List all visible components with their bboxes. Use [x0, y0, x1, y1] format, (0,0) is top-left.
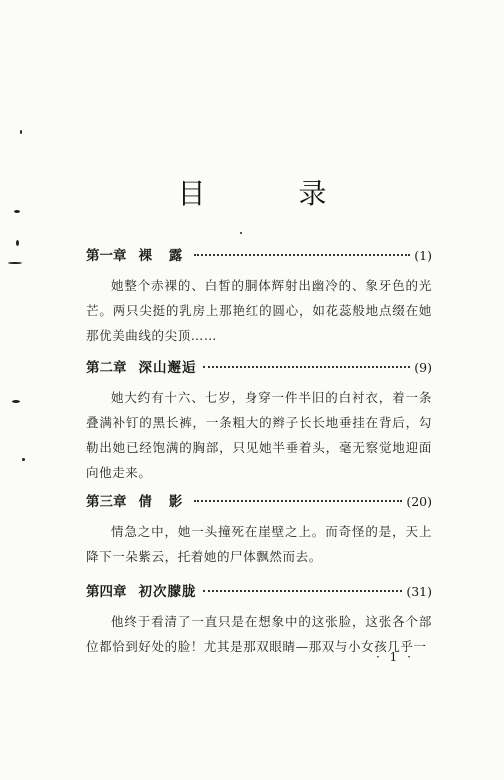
chapter-title: 初次朦胧 — [138, 584, 197, 600]
chapter-number: 第二章 — [86, 360, 127, 376]
chapter-summary: 情急之中，她一头撞死在崖壁之上。而奇怪的是，天上降下一朵紫云，托着她的尸体飘然而去。 — [86, 524, 432, 564]
scan-speck — [240, 232, 242, 234]
page-title: 目 录 — [177, 177, 369, 210]
chapter-page-number: (9) — [414, 360, 432, 375]
scan-speck — [20, 130, 22, 134]
chapter-page-number: (20) — [406, 494, 432, 509]
chapter-summary: 他终于看清了一直只是在想象中的这张脸，这张各个部位都恰到好处的脸！尤其是那双眼睛—那双与小女孩几乎一 — [86, 614, 432, 654]
toc-entry-chapter-1 — [86, 244, 432, 348]
scan-speck — [12, 400, 20, 403]
dot-leader — [194, 499, 402, 502]
dot-leader — [203, 589, 403, 592]
toc-entry-chapter-2 — [86, 356, 432, 485]
page-number-footer: · 1 · — [376, 650, 414, 664]
chapter-page-number: (31) — [406, 584, 432, 599]
toc-entry-heading — [86, 490, 432, 510]
toc-entry-chapter-4 — [86, 580, 432, 659]
toc-entry-chapter-3 — [86, 490, 432, 569]
toc-entry-heading — [86, 356, 432, 376]
chapter-summary: 她整个赤裸的、白皙的胴体辉射出幽冷的、象牙色的光芒。两只尖挺的乳房上那艳红的圆心，如花蕊般地点缀在她那优美曲线的尖顶…… — [86, 278, 432, 343]
scan-speck — [8, 262, 22, 264]
chapter-title: 深山邂逅 — [138, 360, 197, 376]
chapter-summary: 她大约有十六、七岁，身穿一件半旧的白衬衣，着一条叠满补钉的黑长裤，一条粗大的辫子长长地垂挂在背后，勾勒出她已经饱满的胸部，只见她半垂着头，毫无察觉地迎面向他走来。 — [86, 390, 432, 480]
chapter-number: 第四章 — [86, 584, 127, 600]
toc-entry-heading — [86, 244, 432, 264]
chapter-number: 第三章 — [86, 494, 127, 510]
dot-leader — [203, 365, 411, 368]
toc-entry-heading — [86, 580, 432, 600]
chapter-title: 裸 露 — [138, 248, 189, 264]
dot-leader — [194, 253, 410, 256]
scan-speck — [16, 240, 19, 246]
chapter-number: 第一章 — [86, 248, 127, 264]
chapter-title: 倩 影 — [138, 494, 189, 510]
chapter-page-number: (1) — [414, 248, 432, 263]
scan-speck — [22, 458, 25, 461]
